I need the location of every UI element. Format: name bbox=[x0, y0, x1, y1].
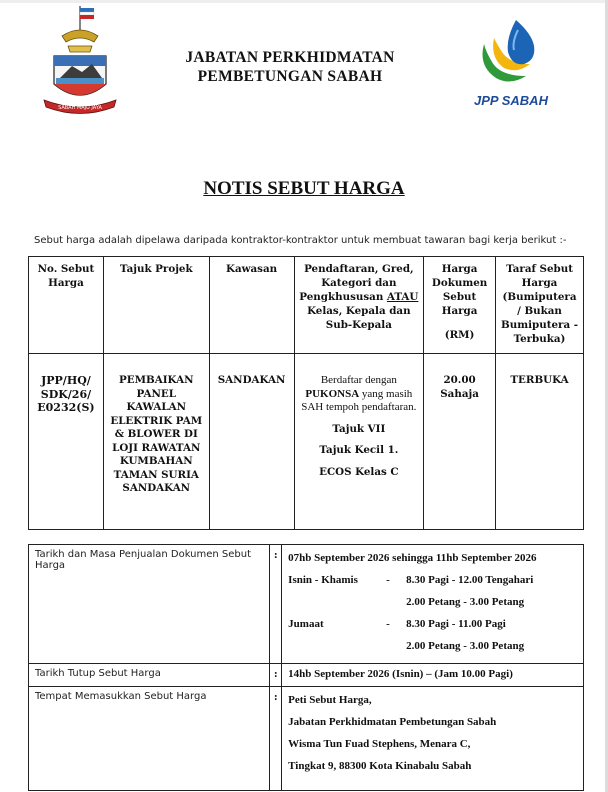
penjualan-label: Tarikh dan Masa Penjualan Dokumen Sebut Harga bbox=[29, 545, 270, 664]
tempat-value bbox=[282, 687, 584, 791]
penjualan-dates: 07hb September 2026 sehingga 11hb September 2026 bbox=[288, 552, 537, 564]
harga-header-unit: (RM) bbox=[444, 329, 475, 341]
cell-tajuk-projek: PEMBAIKAN PANEL KAWALAN ELEKTRIK PAM & BLOWER DI LOJI RAWATAN KUMBAHAN TAMAN SURIA SANDAKAN bbox=[103, 354, 209, 530]
cell-no-sebut-harga: JPP/HQ/ SDK/26/ E0232(S) bbox=[29, 354, 104, 530]
page-top-edge bbox=[0, 0, 608, 3]
colon: : bbox=[270, 545, 282, 664]
harga-value: 20.00 bbox=[443, 374, 476, 386]
organization-title bbox=[150, 48, 430, 86]
cell-pendaftaran bbox=[294, 354, 424, 530]
crest-banner-text: SABAH MAJU JAYA bbox=[58, 105, 102, 111]
cell-taraf: TERBUKA bbox=[496, 354, 584, 530]
pendaftaran-header-atau: ATAU bbox=[386, 291, 419, 303]
tutup-value: 14hb September 2026 (Isnin) – (Jam 10.00 Pagi) bbox=[282, 664, 584, 687]
details-row-penjualan bbox=[29, 545, 584, 664]
table-row bbox=[29, 354, 584, 530]
col-header-harga bbox=[424, 257, 496, 354]
col-header-no: No. Sebut Harga bbox=[29, 257, 104, 354]
harga-note: Sahaja bbox=[440, 387, 479, 400]
tender-table bbox=[28, 256, 584, 530]
col-header-tajuk: Tajuk Projek bbox=[103, 257, 209, 354]
org-title-line2: PEMBETUNGAN SABAH bbox=[197, 68, 383, 85]
colon: : bbox=[270, 664, 282, 687]
schedule-dash: - bbox=[386, 618, 390, 630]
jpp-water-drop-logo-icon bbox=[470, 18, 544, 88]
cell-harga bbox=[424, 354, 496, 530]
tempat-line4: Tingkat 9, 88300 Kota Kinabalu Sabah bbox=[288, 760, 472, 772]
notice-title: NOTIS SEBUT HARGA bbox=[203, 178, 405, 199]
tutup-label: Tarikh Tutup Sebut Harga bbox=[29, 664, 270, 687]
schedule-time: 8.30 Pagi - 12.00 Tengahari bbox=[406, 574, 534, 586]
tender-table-header-row bbox=[29, 257, 584, 354]
schedule-time: 2.00 Petang - 3.00 Petang bbox=[406, 640, 525, 652]
tempat-line1: Peti Sebut Harga, bbox=[288, 694, 372, 706]
org-title-line1: JABATAN PERKHIDMATAN bbox=[185, 49, 395, 66]
ecos-kelas: ECOS Kelas C bbox=[319, 465, 399, 478]
tajuk-kecil: Tajuk Kecil 1. bbox=[319, 444, 399, 456]
schedule-time: 8.30 Pagi - 11.00 Pagi bbox=[406, 618, 506, 630]
tempat-label: Tempat Memasukkan Sebut Harga bbox=[29, 687, 270, 791]
schedule-row-1 bbox=[288, 571, 577, 593]
schedule-time: 2.00 Petang - 3.00 Petang bbox=[406, 596, 525, 608]
tempat-line3: Wisma Tun Fuad Stephens, Menara C, bbox=[288, 738, 471, 750]
schedule-row-2 bbox=[288, 593, 577, 615]
schedule-row-4 bbox=[288, 637, 577, 659]
details-row-tempat bbox=[29, 687, 584, 791]
pendaftaran-header-part2: Kelas, Kepala dan Sub-Kepala bbox=[307, 305, 411, 331]
cell-kawasan: SANDAKAN bbox=[209, 354, 294, 530]
pendaftaran-line2 bbox=[298, 388, 421, 402]
sabah-state-crest-icon bbox=[40, 6, 120, 118]
pendaftaran-line1: Berdaftar dengan bbox=[320, 374, 397, 386]
tajuk-vii: Tajuk VII bbox=[332, 422, 386, 435]
tempat-line2: Jabatan Perkhidmatan Pembetungan Sabah bbox=[288, 716, 497, 728]
penjualan-value bbox=[282, 545, 584, 664]
colon: : bbox=[270, 687, 282, 791]
pendaftaran-line2-rest: yang masih bbox=[359, 387, 413, 400]
schedule-dash: - bbox=[386, 574, 390, 586]
jpp-brand-name: JPP SABAH bbox=[474, 93, 548, 108]
pukonsa-text: PUKONSA bbox=[305, 387, 360, 400]
col-header-pendaftaran bbox=[294, 257, 424, 354]
col-header-taraf: Taraf Sebut Harga (Bumiputera / Bukan Bumiputera - Terbuka) bbox=[496, 257, 584, 354]
pendaftaran-header-part1: Pendaftaran, Gred, Kategori dan Pengkhususan bbox=[299, 263, 414, 303]
col-header-kawasan: Kawasan bbox=[209, 257, 294, 354]
pendaftaran-line3: SAH tempoh pendaftaran. bbox=[301, 401, 417, 413]
details-table bbox=[28, 544, 584, 791]
harga-header-text: Harga Dokumen Sebut Harga bbox=[431, 263, 488, 317]
schedule-days-jumaat: Jumaat bbox=[288, 618, 324, 630]
intro-text: Sebut harga adalah dipelawa daripada kontraktor-kontraktor untuk membuat tawaran bagi kerja berikut :- bbox=[34, 235, 567, 246]
details-row-tutup bbox=[29, 664, 584, 687]
schedule-row-3 bbox=[288, 615, 577, 637]
schedule-days-isnin-khamis: Isnin - Khamis bbox=[288, 574, 358, 586]
